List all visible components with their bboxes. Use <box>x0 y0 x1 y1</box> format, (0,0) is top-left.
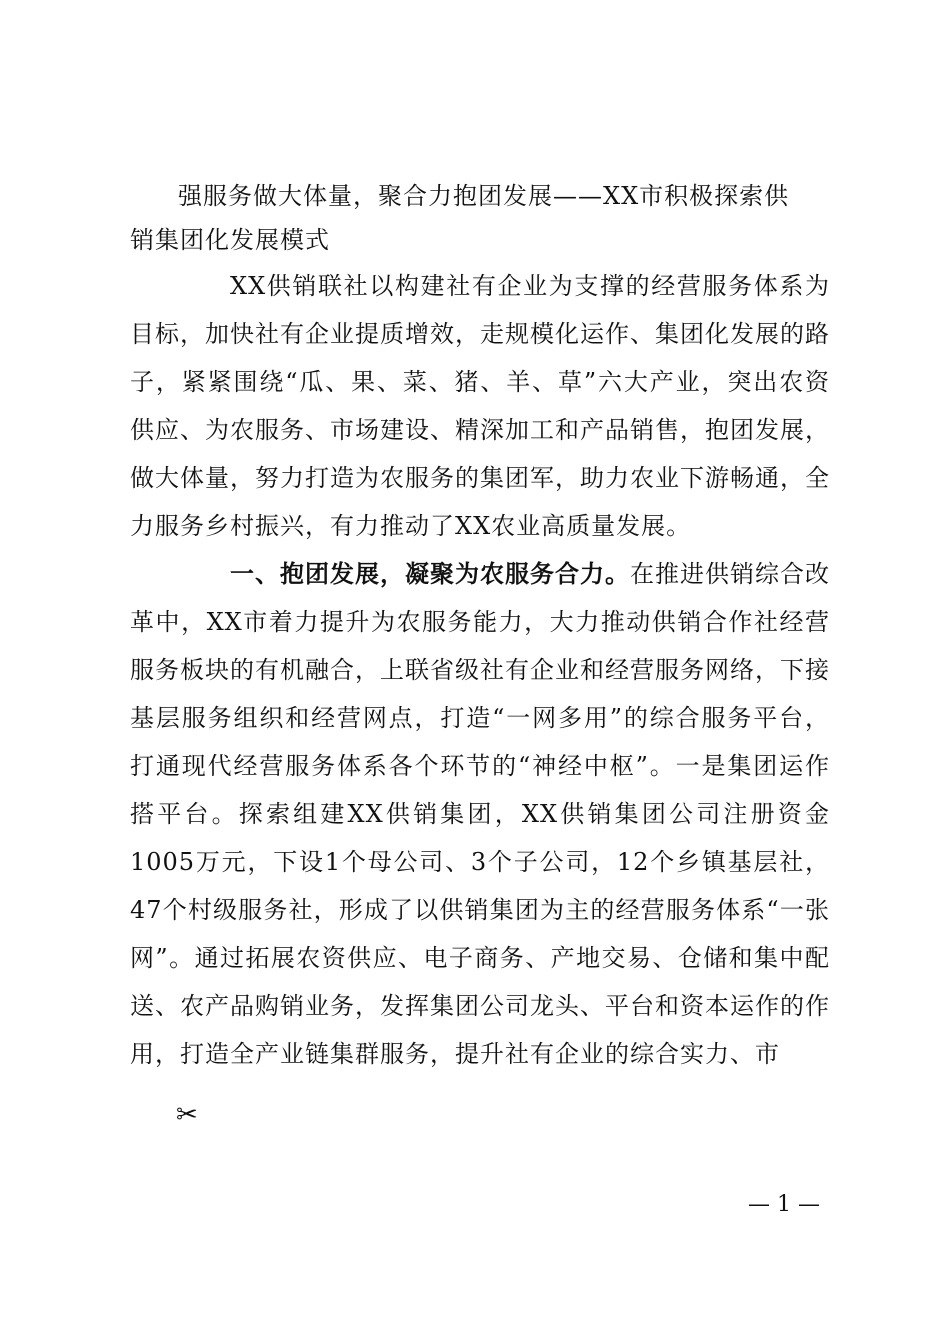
section-1-heading: 一、抱团发展，凝聚为农服务合力。 <box>230 560 630 588</box>
intro-paragraph: XX供销联社以构建社有企业为支撑的经营服务体系为目标，加快社有企业提质增效，走规模化运作、集团化发展的路子，紧紧围绕“瓜、果、菜、猪、羊、草”六大产业，突出农资供应、为农服务、市场建设、精深加工和产品销售，抱团发展，做大体量，努力打造为农服务的集团军，助力农业下游畅通，全力服务乡村振兴，有力推动了XX农业高质量发展。 <box>130 272 830 540</box>
page-number: — 1 — <box>748 1192 820 1217</box>
section-1-body: 在推进供销综合改革中，XX市着力提升为农服务能力，大力推动供销合作社经营服务板块的有机融合，上联省级社有企业和经营服务网络，下接基层服务组织和经营网点，打造“一网多用”的综合服务平台，打通现代经营服务体系各个环节的“神经中枢”。一是集团运作搭平台。探索组建XX供销集团，XX供销集团公司注册资金1005万元，下设1个母公司、3个子公司，12个乡镇基层社，47个村级服务社，形成了以供销集团为主的经营服务体系“一张网”。通过拓展农资供应、电子商务、产地交易、仓储和集中配送、农产品购销业务，发挥集团公司龙头、平台和资本运作的作用，打造全产业链集群服务，提升社有企业的综合实力、市 <box>130 560 830 1068</box>
title-line-2: 销集团化发展模式 <box>130 226 330 254</box>
scissors-icon: ✂ <box>176 1100 198 1130</box>
document-title <box>130 174 830 262</box>
section-1-paragraph <box>130 550 830 1078</box>
title-line-1: 强服务做大体量，聚合力抱团发展——XX市积极探索供 <box>178 182 790 210</box>
document-body <box>130 174 830 1078</box>
